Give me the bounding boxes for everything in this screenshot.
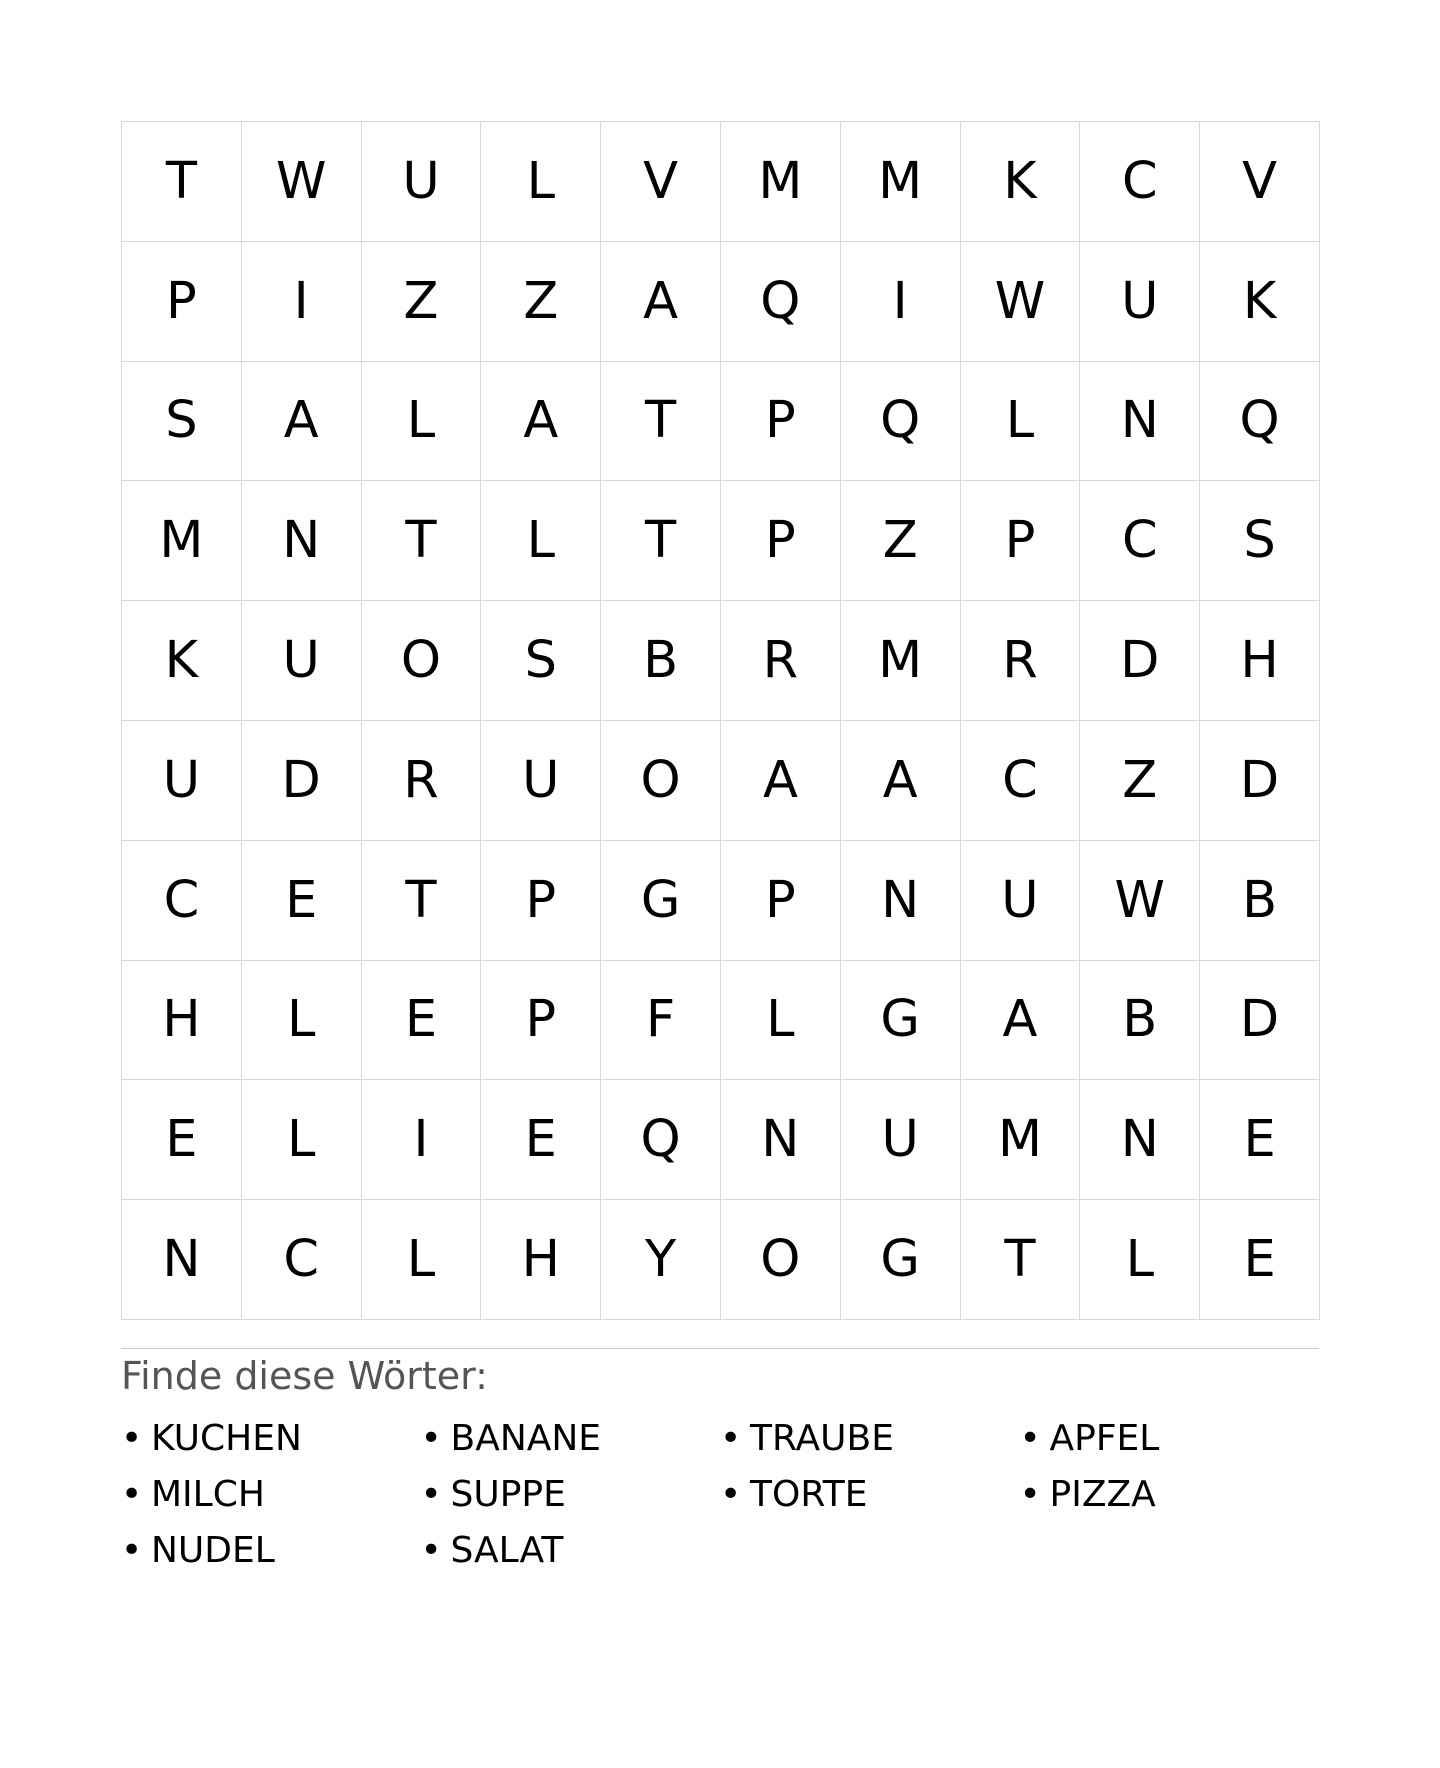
grid-cell[interactable]: H xyxy=(1200,601,1320,721)
grid-cell[interactable]: T xyxy=(362,841,482,961)
grid-cell[interactable]: Q xyxy=(721,242,841,362)
word-label: TORTE xyxy=(750,1473,868,1515)
grid-cell[interactable]: L xyxy=(242,1080,362,1200)
grid-cell[interactable]: M xyxy=(841,601,961,721)
grid-cell[interactable]: H xyxy=(122,961,242,1081)
word-list-item xyxy=(720,1411,1020,1467)
grid-cell[interactable]: I xyxy=(362,1080,482,1200)
grid-cell[interactable]: A xyxy=(481,362,601,482)
grid-cell[interactable]: O xyxy=(601,721,721,841)
grid-cell[interactable]: R xyxy=(961,601,1081,721)
word-list xyxy=(121,1411,1319,1579)
bullet-icon: • xyxy=(121,1529,143,1571)
word-search-puzzle xyxy=(121,121,1319,1579)
grid-cell[interactable]: D xyxy=(1200,961,1320,1081)
grid-cell[interactable]: P xyxy=(721,841,841,961)
grid-cell[interactable]: S xyxy=(122,362,242,482)
grid-cell[interactable]: B xyxy=(1200,841,1320,961)
grid-cell[interactable]: B xyxy=(1080,961,1200,1081)
grid-cell[interactable]: L xyxy=(1080,1200,1200,1320)
word-list-item xyxy=(1020,1467,1320,1523)
grid-cell[interactable]: L xyxy=(481,122,601,242)
grid-cell[interactable]: Q xyxy=(841,362,961,482)
grid-cell[interactable]: U xyxy=(1080,242,1200,362)
word-list-item xyxy=(1020,1411,1320,1467)
grid-cell[interactable]: P xyxy=(721,481,841,601)
grid-cell[interactable]: W xyxy=(242,122,362,242)
grid-cell[interactable]: A xyxy=(601,242,721,362)
grid-cell[interactable]: T xyxy=(362,481,482,601)
word-label: TRAUBE xyxy=(750,1417,894,1459)
grid-cell[interactable]: P xyxy=(481,961,601,1081)
grid-cell[interactable]: G xyxy=(601,841,721,961)
word-list-title: Finde diese Wörter: xyxy=(121,1353,488,1398)
grid-cell[interactable]: P xyxy=(122,242,242,362)
grid-cell[interactable]: L xyxy=(961,362,1081,482)
grid-cell[interactable]: C xyxy=(242,1200,362,1320)
word-label: PIZZA xyxy=(1049,1473,1156,1515)
grid-cell[interactable]: N xyxy=(242,481,362,601)
grid-cell[interactable]: C xyxy=(1080,481,1200,601)
word-list-item xyxy=(121,1467,421,1523)
grid-cell[interactable]: B xyxy=(601,601,721,721)
grid-cell[interactable]: R xyxy=(362,721,482,841)
grid-cell[interactable]: P xyxy=(961,481,1081,601)
grid-cell[interactable]: K xyxy=(1200,242,1320,362)
grid-cell[interactable]: N xyxy=(721,1080,841,1200)
word-label: KUCHEN xyxy=(151,1417,302,1459)
word-label: MILCH xyxy=(151,1473,265,1515)
grid-cell[interactable]: E xyxy=(362,961,482,1081)
grid-cell[interactable]: W xyxy=(961,242,1081,362)
grid-cell[interactable]: N xyxy=(841,841,961,961)
grid-cell[interactable]: V xyxy=(1200,122,1320,242)
grid-cell[interactable]: T xyxy=(601,362,721,482)
grid-cell[interactable]: U xyxy=(242,601,362,721)
grid-cell[interactable]: I xyxy=(841,242,961,362)
grid-cell[interactable]: K xyxy=(961,122,1081,242)
word-label: SALAT xyxy=(450,1529,564,1571)
grid-cell[interactable]: T xyxy=(961,1200,1081,1320)
bullet-icon: • xyxy=(420,1529,442,1571)
word-list-item xyxy=(421,1523,721,1579)
grid-cell[interactable]: A xyxy=(721,721,841,841)
grid-cell[interactable]: E xyxy=(1200,1080,1320,1200)
grid-cell[interactable]: M xyxy=(961,1080,1081,1200)
grid-cell[interactable]: O xyxy=(721,1200,841,1320)
grid-cell[interactable]: D xyxy=(242,721,362,841)
grid-cell[interactable]: S xyxy=(1200,481,1320,601)
grid-cell[interactable]: Y xyxy=(601,1200,721,1320)
grid-cell[interactable]: E xyxy=(1200,1200,1320,1320)
grid-cell[interactable]: Q xyxy=(601,1080,721,1200)
grid-cell[interactable]: M xyxy=(122,481,242,601)
grid-cell[interactable]: P xyxy=(721,362,841,482)
grid-cell[interactable]: O xyxy=(362,601,482,721)
grid-cell[interactable]: U xyxy=(481,721,601,841)
word-list-item xyxy=(121,1411,421,1467)
grid-cell[interactable]: P xyxy=(481,841,601,961)
bullet-icon: • xyxy=(1019,1473,1041,1515)
grid-cell[interactable]: W xyxy=(1080,841,1200,961)
grid-cell[interactable]: U xyxy=(122,721,242,841)
grid-cell[interactable]: A xyxy=(841,721,961,841)
grid-cell[interactable]: N xyxy=(1080,1080,1200,1200)
grid-cell[interactable]: C xyxy=(122,841,242,961)
grid-cell[interactable]: L xyxy=(481,481,601,601)
grid-cell[interactable]: H xyxy=(481,1200,601,1320)
bullet-icon: • xyxy=(420,1417,442,1459)
grid-cell[interactable]: L xyxy=(362,1200,482,1320)
grid-cell[interactable]: Z xyxy=(841,481,961,601)
grid-cell[interactable]: M xyxy=(841,122,961,242)
grid-cell[interactable]: U xyxy=(362,122,482,242)
grid-cell[interactable]: I xyxy=(242,242,362,362)
grid-cell[interactable]: D xyxy=(1200,721,1320,841)
grid-cell[interactable]: V xyxy=(601,122,721,242)
grid-cell[interactable]: Z xyxy=(481,242,601,362)
grid-cell[interactable]: N xyxy=(122,1200,242,1320)
grid-cell[interactable]: C xyxy=(1080,122,1200,242)
grid-cell[interactable]: A xyxy=(961,961,1081,1081)
grid-cell[interactable]: D xyxy=(1080,601,1200,721)
grid-cell[interactable]: S xyxy=(481,601,601,721)
word-label: BANANE xyxy=(450,1417,602,1459)
grid-cell[interactable]: C xyxy=(961,721,1081,841)
letter-grid xyxy=(121,121,1320,1320)
grid-cell[interactable]: Q xyxy=(1200,362,1320,482)
grid-cell[interactable]: A xyxy=(242,362,362,482)
grid-cell[interactable]: U xyxy=(961,841,1081,961)
grid-cell[interactable]: L xyxy=(362,362,482,482)
grid-cell[interactable]: R xyxy=(721,601,841,721)
bullet-icon: • xyxy=(1019,1417,1041,1459)
divider xyxy=(121,1348,1319,1349)
grid-cell[interactable]: M xyxy=(721,122,841,242)
grid-cell[interactable]: L xyxy=(242,961,362,1081)
grid-cell[interactable]: T xyxy=(601,481,721,601)
word-label: APFEL xyxy=(1049,1417,1160,1459)
word-list-item xyxy=(421,1467,721,1523)
word-list-item xyxy=(421,1411,721,1467)
bullet-icon: • xyxy=(720,1473,742,1515)
grid-cell[interactable]: T xyxy=(122,122,242,242)
grid-cell[interactable]: N xyxy=(1080,362,1200,482)
bullet-icon: • xyxy=(121,1473,143,1515)
grid-cell[interactable]: U xyxy=(841,1080,961,1200)
grid-cell[interactable]: F xyxy=(601,961,721,1081)
word-label: NUDEL xyxy=(151,1529,275,1571)
grid-cell[interactable]: Z xyxy=(362,242,482,362)
bullet-icon: • xyxy=(121,1417,143,1459)
grid-cell[interactable]: K xyxy=(122,601,242,721)
bullet-icon: • xyxy=(720,1417,742,1459)
grid-cell[interactable]: E xyxy=(481,1080,601,1200)
word-list-item xyxy=(720,1467,1020,1523)
grid-cell[interactable]: L xyxy=(721,961,841,1081)
grid-cell[interactable]: G xyxy=(841,961,961,1081)
grid-cell[interactable]: G xyxy=(841,1200,961,1320)
word-label: SUPPE xyxy=(450,1473,566,1515)
grid-cell[interactable]: Z xyxy=(1080,721,1200,841)
bullet-icon: • xyxy=(420,1473,442,1515)
word-list-item xyxy=(121,1523,421,1579)
grid-cell[interactable]: E xyxy=(242,841,362,961)
grid-cell[interactable]: E xyxy=(122,1080,242,1200)
